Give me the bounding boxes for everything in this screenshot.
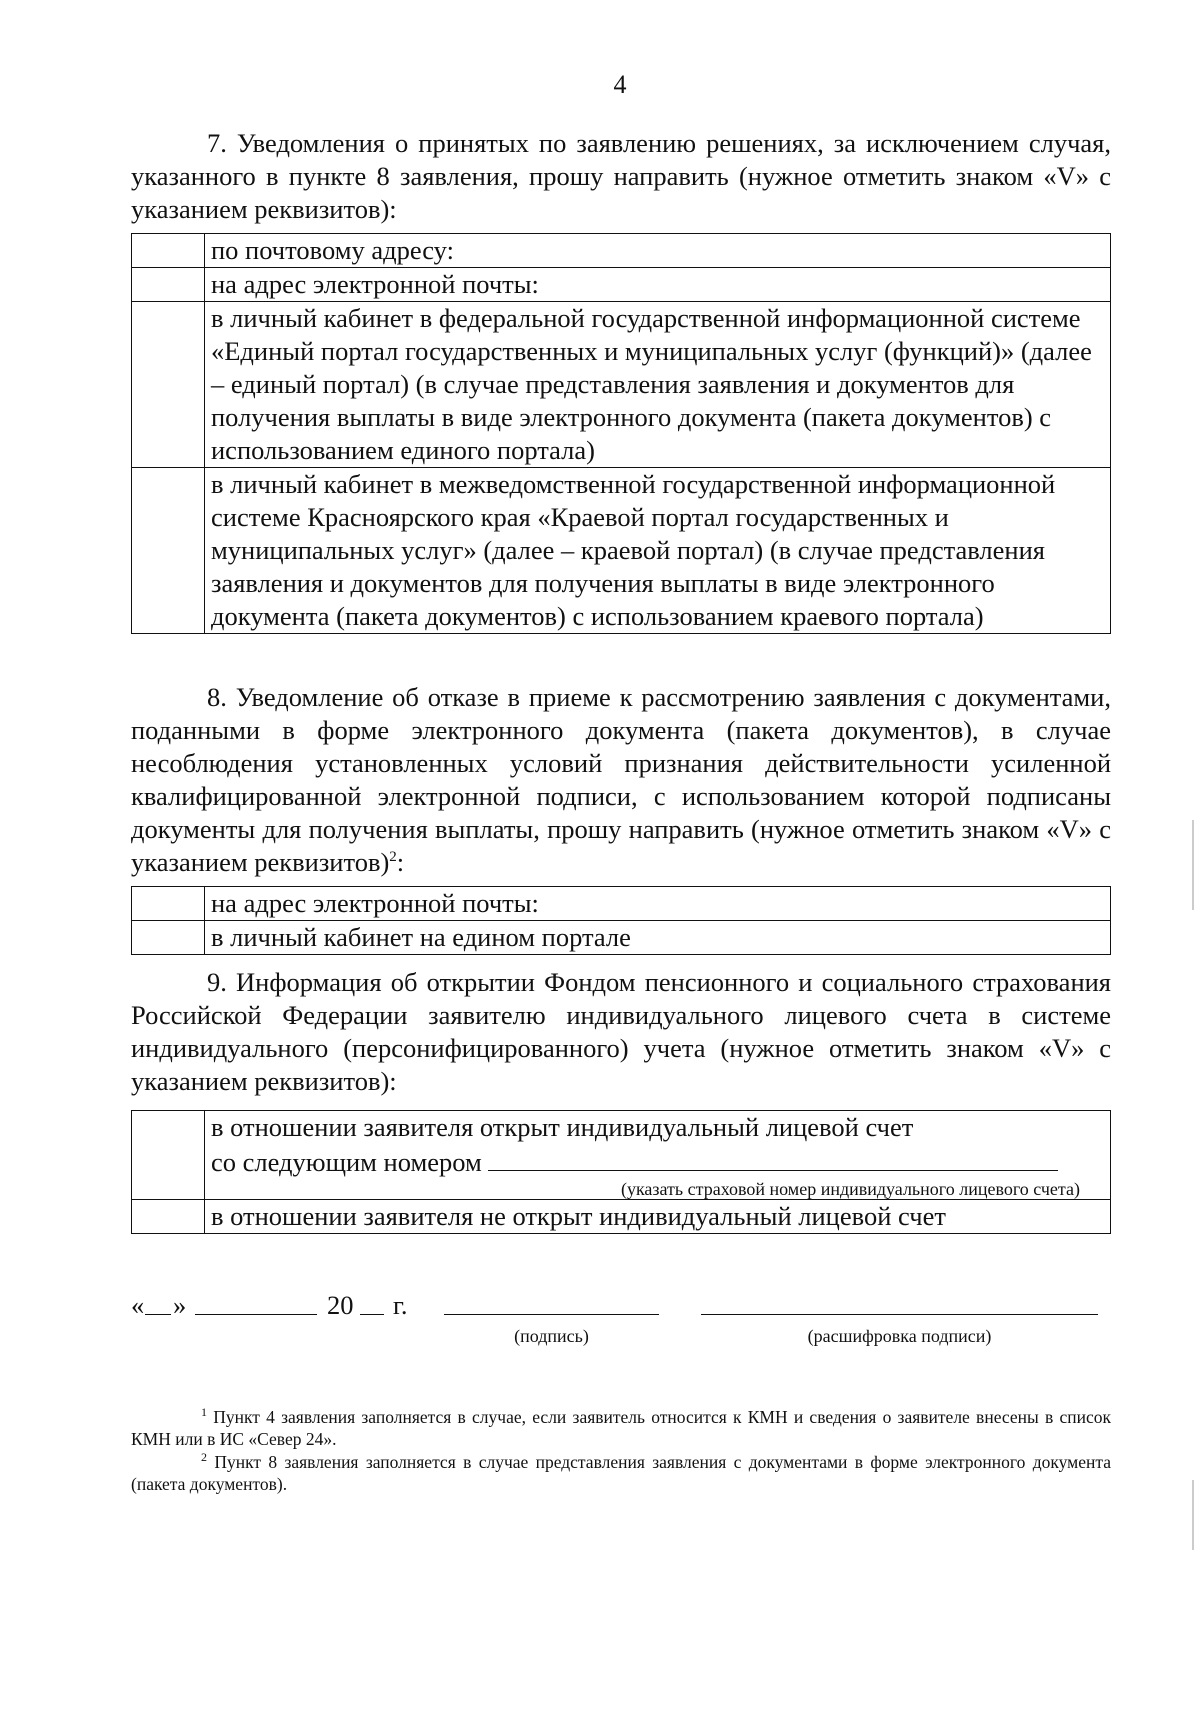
signature-transcript-field[interactable]: [701, 1314, 1098, 1315]
footnote-ref-2: 2: [389, 849, 397, 866]
checkbox-cell-federal-portal[interactable]: [132, 302, 205, 468]
signature-row: [131, 1290, 1111, 1350]
section-7-text: 7. Уведомления о принятых по заявлению решениях, за исключением случая, указанного в пункте 8 заявления, прошу направить (нужное отметить знаком «V» с указанием реквизитов):: [131, 128, 1111, 224]
option-account-not-open: в отношении заявителя не открыт индивидуальный лицевой счет: [205, 1200, 1111, 1234]
option-account-open-line1: в отношении заявителя открыт индивидуальный лицевой счет: [211, 1112, 914, 1142]
checkbox-cell-postal[interactable]: [132, 234, 205, 268]
footnote-2-mark: 2: [201, 1450, 207, 1465]
section-8-text: [131, 681, 1111, 879]
section-9-text: 9. Информация об открытии Фондом пенсионного и социального страхования Российской Федерации заявителю индивидуального лицевого счета в системе индивидуального (персонифицированного) учета (нужное отметить знаком «V» с указанием реквизитов):: [131, 967, 1111, 1096]
signature-caption: (подпись): [514, 1326, 589, 1346]
checkbox-cell-portal-refusal[interactable]: [132, 921, 205, 955]
option-federal-portal: в личный кабинет в федеральной государственной информационной системе «Единый портал государственных и муниципальных услуг (функций)» (далее – единый портал) (в случае представления заявления и документов для получения выплаты в виде электронного документа (пакета документов) с использованием единого портала): [205, 302, 1111, 468]
option-account-open: [205, 1111, 1111, 1200]
section-8-body: 8. Уведомление об отказе в приеме к рассмотрению заявления с документами, поданными в форме электронного документа (пакета документов), в случае несоблюдения установленных условий признания действительности усиленной квалифицированной электронной подписи, с использованием которой подписаны документы для получения выплаты, прошу направить (нужное отметить знаком «V» с указанием реквизитов): [131, 682, 1111, 877]
scan-edge-mark: [1192, 820, 1194, 910]
option-row: [132, 921, 1111, 955]
account-number-field[interactable]: [488, 1144, 1058, 1171]
month-field[interactable]: [195, 1314, 317, 1315]
option-portal-refusal: в личный кабинет на едином портале: [205, 921, 1111, 955]
option-row: [132, 1111, 1111, 1200]
option-row: [132, 1200, 1111, 1234]
checkbox-cell-account-open[interactable]: [132, 1111, 205, 1200]
account-number-hint: (указать страховой номер индивидуального лицевого счета): [620, 1179, 1080, 1199]
footnote-1: [131, 1406, 1111, 1450]
option-email: на адрес электронной почты:: [205, 268, 1111, 302]
option-row: [132, 234, 1111, 268]
signature-field[interactable]: [444, 1314, 659, 1315]
account-number-label: со следующим номером: [211, 1147, 482, 1177]
footnote-1-mark: 1: [201, 1405, 207, 1420]
section-8-options-table: [131, 886, 1111, 955]
section-8-colon: :: [396, 847, 405, 877]
option-row: [132, 302, 1111, 468]
year-field[interactable]: [360, 1314, 384, 1315]
page-number: 4: [613, 70, 627, 99]
scan-edge-mark: [1192, 1480, 1194, 1550]
checkbox-cell-email[interactable]: [132, 268, 205, 302]
option-regional-portal: в личный кабинет в межведомственной государственной информационной системе Красноярского края «Краевой портал государственных и муниципальных услуг» (далее – краевой портал) (в случае представления заявления и документов для получения выплаты в виде электронного документа (пакета документов) с использованием краевого портала): [205, 468, 1111, 634]
option-row: [132, 887, 1111, 921]
option-account-open-line2: [211, 1144, 1104, 1179]
footnote-2: [131, 1451, 1111, 1495]
footnote-2-text: Пункт 8 заявления заполняется в случае представления заявления с документами в форме электронного документа (пакета документов).: [131, 1452, 1111, 1494]
option-email-refusal: на адрес электронной почты:: [205, 887, 1111, 921]
date-open-quote: «: [131, 1290, 145, 1320]
date-close-quote: »: [173, 1290, 187, 1320]
checkbox-cell-account-not-open[interactable]: [132, 1200, 205, 1234]
section-7-options-table: [131, 233, 1111, 634]
option-row: [132, 468, 1111, 634]
checkbox-cell-email-refusal[interactable]: [132, 887, 205, 921]
section-9-options-table: [131, 1110, 1111, 1234]
day-field[interactable]: [145, 1314, 171, 1315]
year-prefix: 20: [327, 1290, 354, 1320]
signature-transcript-caption: (расшифровка подписи): [807, 1326, 992, 1346]
option-postal-address: по почтовому адресу:: [205, 234, 1111, 268]
checkbox-cell-regional-portal[interactable]: [132, 468, 205, 634]
footnote-1-text: Пункт 4 заявления заполняется в случае, если заявитель относится к КМН и сведения о заявителе внесены в список КМН или в ИС «Север 24».: [131, 1407, 1112, 1449]
year-suffix: г.: [393, 1290, 408, 1320]
option-row: [132, 268, 1111, 302]
